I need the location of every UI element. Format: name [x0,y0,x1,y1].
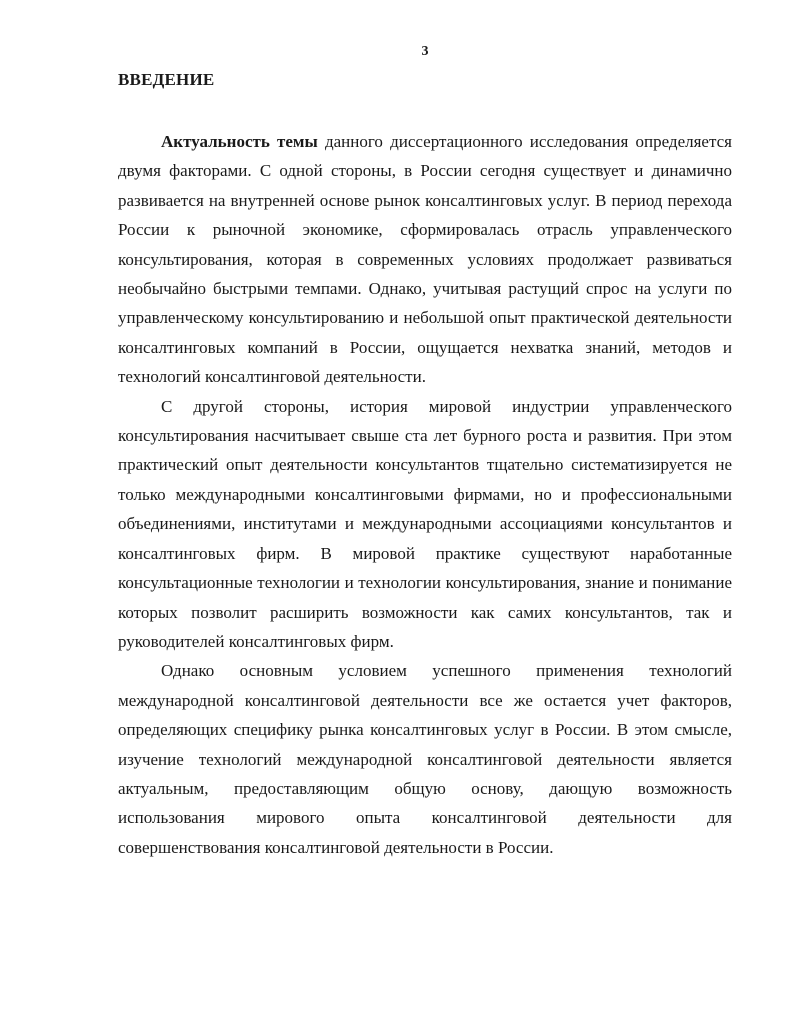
paragraph-1-lead: Актуальность темы [161,132,318,151]
page-number: 3 [421,44,429,59]
section-heading: ВВЕДЕНИЕ [118,70,215,89]
paragraph-1 [118,127,732,392]
paragraph-1-text: данного диссертационного исследования определяется двумя факторами. С одной стороны, в России сегодня существует и динамично развивается на внутренней основе рынок консалтинговых услуг. В период перехода России к рыночной экономике, сформировалась отрасль управленческого консультирования, которая в современных условиях продолжает развиваться необычайно быстрыми темпами. Однако, учитывая растущий спрос на услуги по управленческому консультированию и небольшой опыт практической деятельности консалтинговых компаний в России, ощущается нехватка знаний, методов и технологий консалтинговой деятельности. [118,132,732,387]
body-text [118,127,732,862]
paragraph-3: Однако основным условием успешного применения технологий международной консалтинговой деятельности все же остается учет факторов, определяющих специфику рынка консалтинговых услуг в России. В этом смысле, изучение технологий международной консалтинговой деятельности является актуальным, предоставляющим общую основу, дающую возможность использования мирового опыта консалтинговой деятельности для совершенствования консалтинговой деятельности в России. [118,661,732,857]
paragraph-2: С другой стороны, история мировой индустрии управленческого консультирования насчитывает свыше ста лет бурного роста и развития. При этом практический опыт деятельности консультантов тщательно систематизируется не только международными консалтинговыми фирмами, но и профессиональными объединениями, институтами и международными ассоциациями консультантов и консалтинговых фирм. В мировой практике существуют наработанные консультационные технологии и технологии консультирования, знание и понимание которых позволит расширить возможности как самих консультантов, так и руководителей консалтинговых фирм. [118,396,732,651]
